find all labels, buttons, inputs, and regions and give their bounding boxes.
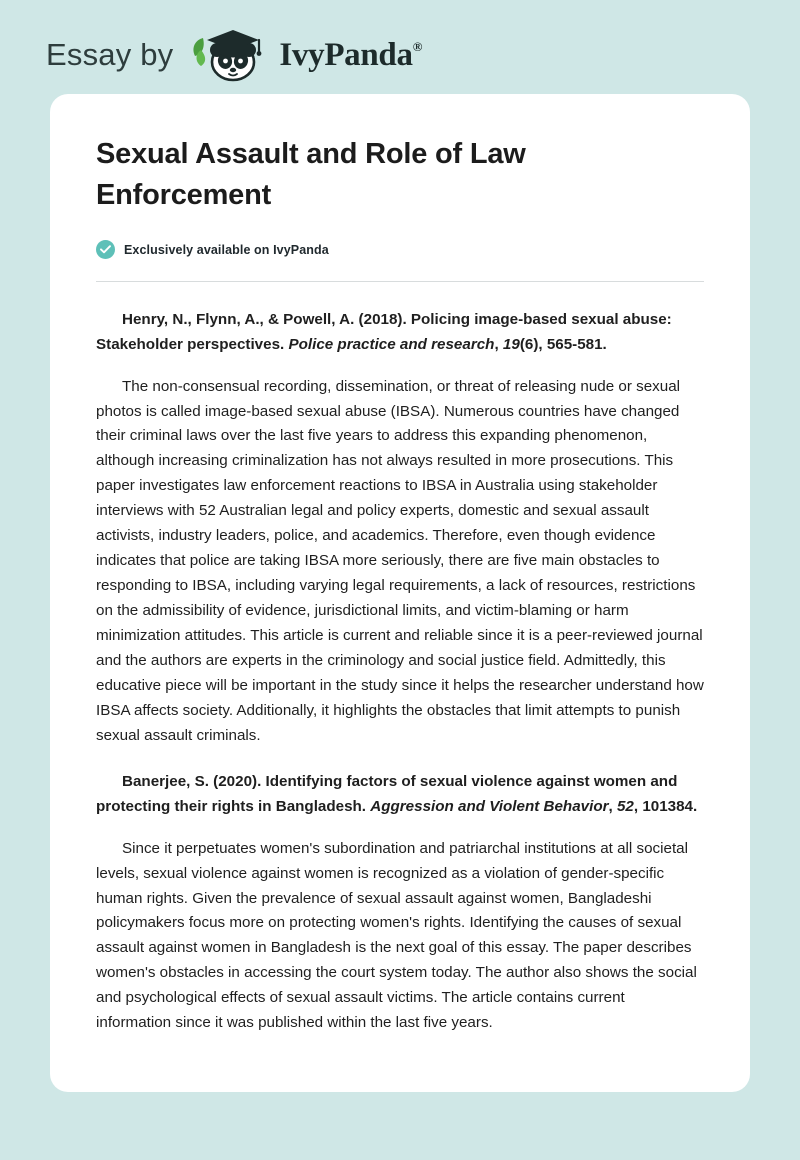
panda-graduate-icon [187, 26, 273, 84]
reference-volume: 19 [502, 335, 520, 353]
title-divider [96, 281, 704, 282]
reference-journal: Aggression and Violent Behavior [370, 798, 609, 816]
reference-middle: , [608, 798, 617, 816]
ivypanda-logo[interactable] [187, 26, 422, 84]
site-header [0, 0, 800, 72]
document-card [50, 94, 750, 1092]
brand-name-text: IvyPanda [279, 36, 413, 73]
brand-name [279, 37, 422, 74]
reference-suffix: (6), 565-581. [519, 335, 607, 353]
annotation-paragraph: Since it perpetuates women's subordination and patriarchal institutions at all societal levels, sexual violence against women is recognized as a violation of gender-specific human rights. Given the prevalence of sexual assault against women, Bangladeshi policymakers focus more on protecting women's rights. Identifying the causes of sexual assault against women in Bangladesh is the next goal of this essay. The paper describes women's obstacles in accessing the court system today. The author also shows the social and psychological effects of sexual assault victims. The article contains current information since it was published within the last five years. [96, 839, 697, 1032]
reference-prefix: Banerjee, S. (2020). Identifying factors of sexual violence against women and protecting their rights in Bangladesh. [96, 773, 678, 816]
reference-citation [96, 308, 704, 357]
essay-by-label: Essay by [46, 37, 174, 72]
reference-volume: 52 [616, 798, 634, 816]
reference-citation [96, 770, 704, 819]
status-badge-label: Exclusively available on IvyPanda [124, 242, 329, 257]
reference-suffix: , 101384. [633, 798, 698, 816]
check-circle-icon [96, 240, 115, 259]
reference-prefix: Henry, N., Flynn, A., & Powell, A. (2018). Policing image-based sexual abuse: Stakeholder perspectives. [96, 311, 672, 353]
annotation-paragraph: The non-consensual recording, dissemination, or threat of releasing nude or sexual photos is called image-based sexual abuse (IBSA). Numerous countries have changed their criminal laws over the last five years to address this expanding phenomenon, although increasing criminalization has not always resulted in more prosecutions. This paper investigates law enforcement reactions to IBSA in Australia using stakeholder interviews with 52 Australian legal and policy experts, domestic and sexual assault activists, industry leaders, police, and academics. Therefore, even though evidence indicates that police are taking IBSA more seriously, there are five main obstacles to responding to IBSA, including varying legal requirements, a lack of resources, restrictions on the admissibility of evidence, jurisdictional limits, and victim-blaming or harm minimization attitudes. This article is current and reliable since it is a peer-reviewed journal and the authors are experts in the criminology and social justice field. Admittedly, this educative piece will be important in the study since it helps the researcher understand how IBSA affects society. Additionally, it highlights the obstacles that limit attempts to punish sexual assault criminals. [96, 377, 704, 744]
reference-middle: , [494, 335, 503, 353]
brand-trademark: ® [412, 38, 423, 54]
reference-journal: Police practice and research [288, 335, 495, 353]
status-badge [96, 240, 704, 259]
page-title: Sexual Assault and Role of Law Enforcement [96, 138, 526, 212]
